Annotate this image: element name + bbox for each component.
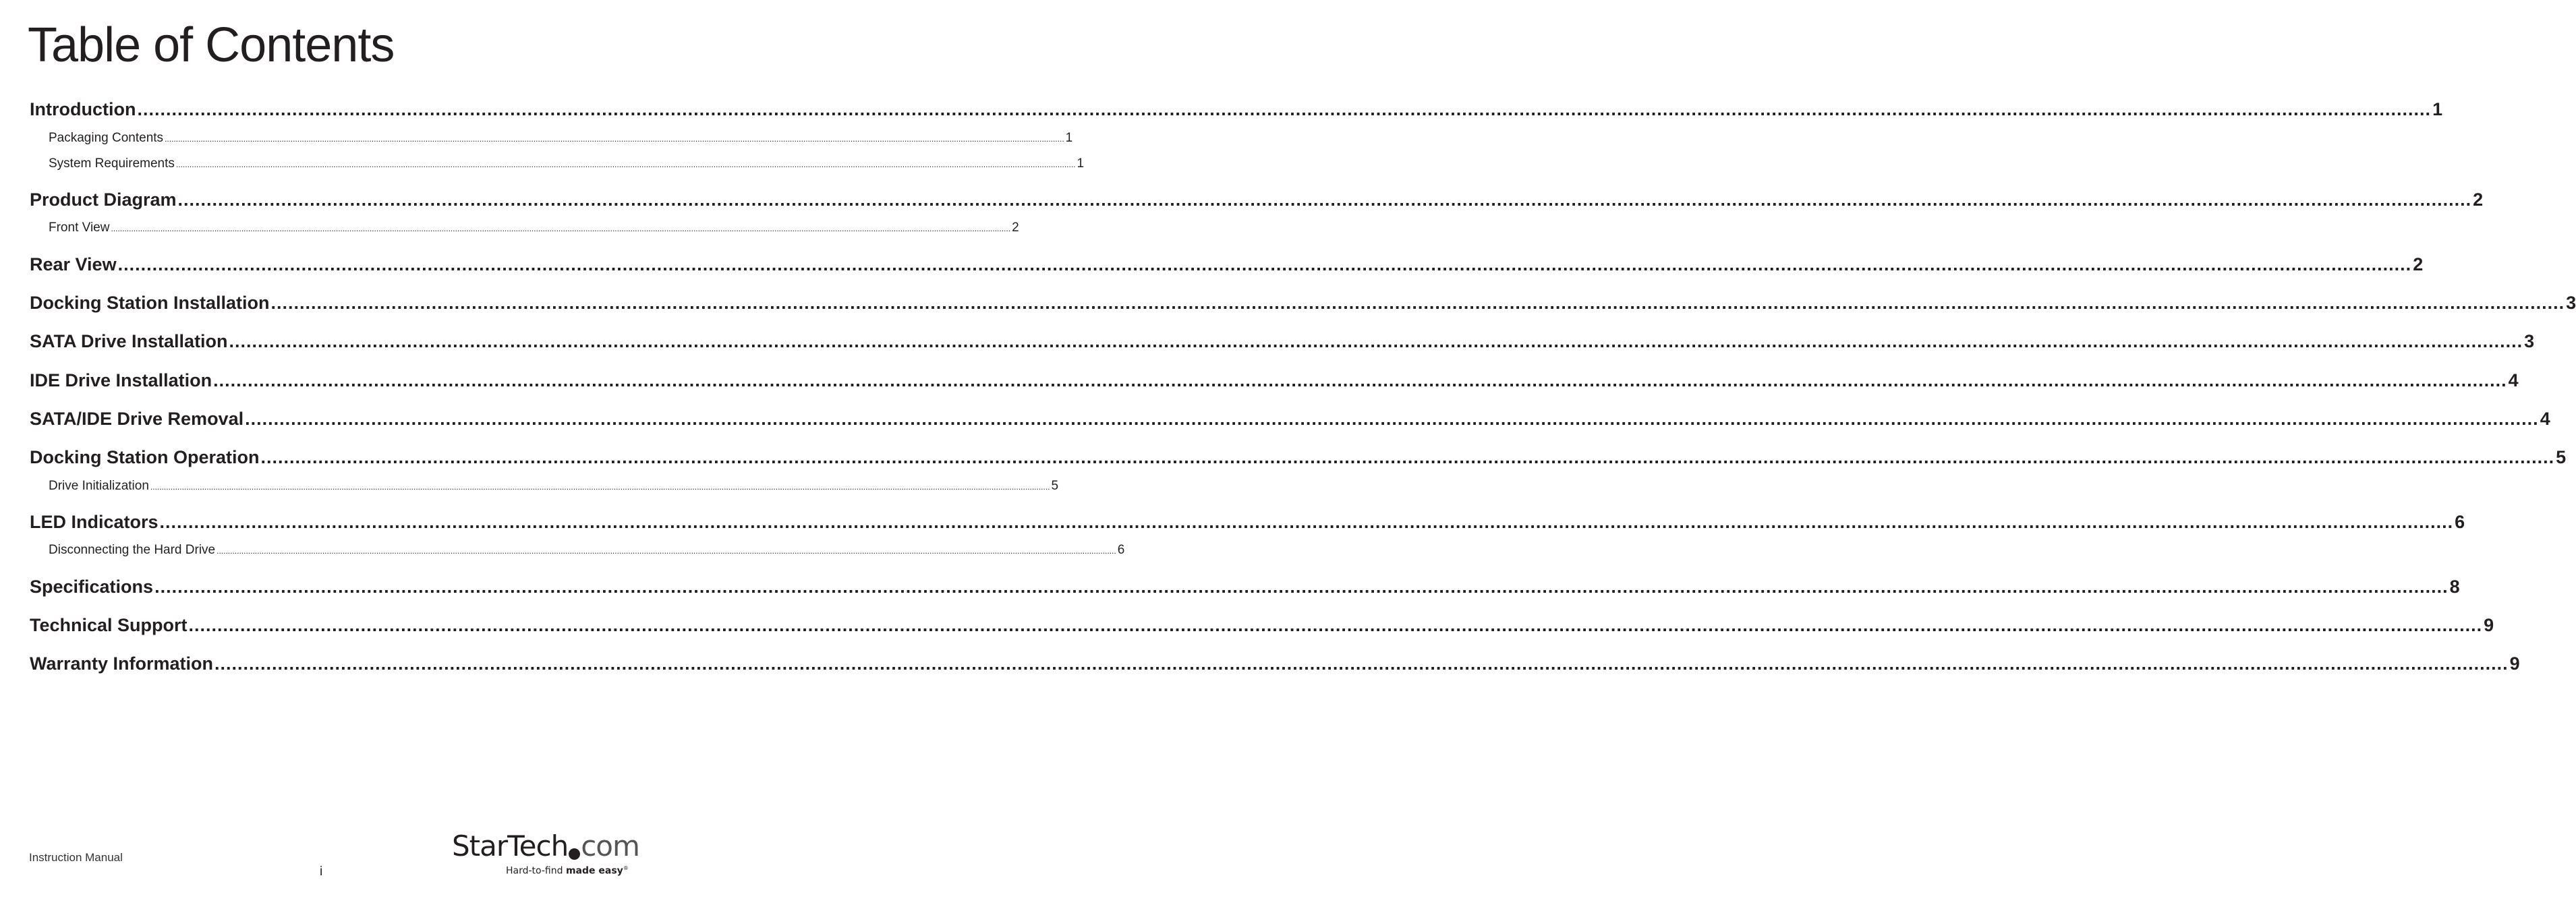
toc-entry-label: SATA/IDE Drive Removal	[30, 409, 244, 429]
page-number: i	[320, 865, 323, 879]
toc-entry-label: IDE Drive Installation	[30, 370, 212, 390]
toc-entry-page: 4	[2540, 409, 2550, 429]
toc-entry-page: 2	[2473, 189, 2484, 210]
toc-entry-label: Front View	[49, 221, 110, 235]
toc-entry-page: 3	[2524, 331, 2535, 351]
toc-entry-page: 5	[2556, 447, 2567, 467]
toc-entry-label: Rear View	[30, 254, 117, 274]
toc-subentry[interactable]	[49, 131, 1073, 146]
toc-entry[interactable]	[30, 370, 2519, 391]
toc-entry-page: 1	[1077, 156, 1085, 171]
toc-dot-leader: ................................................................................................................................................................................................................................................................................................................................................................................................................	[165, 134, 1064, 144]
toc-entry-page: 9	[2509, 653, 2520, 674]
toc-entry[interactable]	[30, 99, 2443, 120]
toc-dot-leader: ................................................................................................................................................................................................................................................................................................................................................................................................................	[111, 224, 1011, 233]
toc-entry[interactable]	[30, 254, 2424, 275]
toc-entry-page: 5	[1051, 479, 1059, 493]
toc-entry-label: Product Diagram	[30, 189, 177, 210]
toc-entry-page: 4	[2508, 370, 2519, 390]
toc-dot-leader: ................................................................................................................................................................................................................................................................................................................................................................................................................	[245, 409, 2539, 429]
toc-dot-leader: ................................................................................................................................................................................................................................................................................................................................................................................................................	[270, 293, 2565, 313]
toc-entry-label: Specifications	[30, 577, 154, 597]
registered-mark: ®	[623, 865, 629, 871]
toc-entry-page: 6	[1117, 543, 1125, 557]
toc-subentry[interactable]	[49, 543, 1125, 558]
toc-dot-leader: ................................................................................................................................................................................................................................................................................................................................................................................................................	[229, 331, 2523, 351]
toc-entry-page: 2	[1012, 221, 1019, 235]
toc-entry-label: Packaging Contents	[49, 131, 164, 145]
toc-entry-page: 2	[2413, 254, 2424, 274]
logo-tagline	[506, 865, 629, 877]
toc-dot-leader: ................................................................................................................................................................................................................................................................................................................................................................................................................	[137, 99, 2432, 119]
toc-entry[interactable]	[30, 409, 2550, 430]
toc-dot-leader: ................................................................................................................................................................................................................................................................................................................................................................................................................	[117, 254, 2412, 274]
toc-subentry[interactable]	[49, 479, 1059, 494]
toc-dot-leader: ................................................................................................................................................................................................................................................................................................................................................................................................................	[175, 160, 1076, 169]
toc-entry-page: 9	[2484, 615, 2494, 635]
toc-dot-leader: ................................................................................................................................................................................................................................................................................................................................................................................................................	[217, 546, 1116, 556]
toc-subentry[interactable]	[49, 156, 1085, 171]
logo-wordmark	[452, 829, 639, 862]
toc-entry-label: Docking Station Installation	[30, 293, 270, 313]
toc-dot-leader: ................................................................................................................................................................................................................................................................................................................................................................................................................	[188, 615, 2483, 635]
toc-dot-leader: ................................................................................................................................................................................................................................................................................................................................................................................................................	[177, 189, 2472, 210]
toc-entry-label: Drive Initialization	[49, 479, 149, 493]
toc-dot-leader: ................................................................................................................................................................................................................................................................................................................................................................................................................	[213, 370, 2507, 390]
toc-entry-label: Warranty Information	[30, 653, 214, 674]
tagline-plain: Hard-to-find	[506, 865, 563, 877]
toc-entry[interactable]	[30, 293, 2576, 314]
toc-entry-page: 8	[2449, 577, 2460, 597]
toc-entry[interactable]	[30, 189, 2484, 210]
toc-entry[interactable]	[30, 512, 2465, 533]
toc-entry-label: Docking Station Operation	[30, 447, 260, 467]
toc-entry[interactable]	[30, 447, 2567, 468]
tagline-bold: made easy	[565, 865, 623, 877]
toc-dot-leader: ................................................................................................................................................................................................................................................................................................................................................................................................................	[154, 577, 2449, 597]
page-title: Table of Contents	[28, 18, 395, 72]
toc-entry[interactable]	[30, 577, 2460, 597]
toc-dot-leader: ................................................................................................................................................................................................................................................................................................................................................................................................................	[150, 482, 1050, 492]
toc-entry-page: 6	[2455, 512, 2465, 532]
logo-dot-icon	[569, 848, 580, 860]
toc-entry-label: System Requirements	[49, 156, 175, 171]
toc-entry-label: Technical Support	[30, 615, 188, 635]
footer-document-type: Instruction Manual	[29, 851, 123, 864]
toc-entry[interactable]	[30, 615, 2494, 636]
toc-entry-label: Disconnecting the Hard Drive	[49, 543, 216, 557]
toc-entry-page: 1	[1065, 131, 1073, 145]
toc-entry[interactable]	[30, 331, 2535, 352]
toc-dot-leader: ................................................................................................................................................................................................................................................................................................................................................................................................................	[159, 512, 2454, 532]
toc-dot-leader: ................................................................................................................................................................................................................................................................................................................................................................................................................	[214, 653, 2509, 674]
startech-logo	[452, 829, 639, 883]
toc-entry[interactable]	[30, 653, 2520, 674]
logo-suffix: com	[581, 829, 639, 862]
toc-entry-label: SATA Drive Installation	[30, 331, 228, 351]
toc-entry-page: 1	[2432, 99, 2443, 119]
logo-brand: StarTech	[452, 829, 569, 862]
toc-dot-leader: ................................................................................................................................................................................................................................................................................................................................................................................................................	[260, 447, 2555, 467]
toc-entry-page: 3	[2566, 293, 2576, 313]
toc-entry-label: LED Indicators	[30, 512, 159, 532]
toc-subentry[interactable]	[49, 221, 1019, 235]
toc-entry-label: Introduction	[30, 99, 136, 119]
